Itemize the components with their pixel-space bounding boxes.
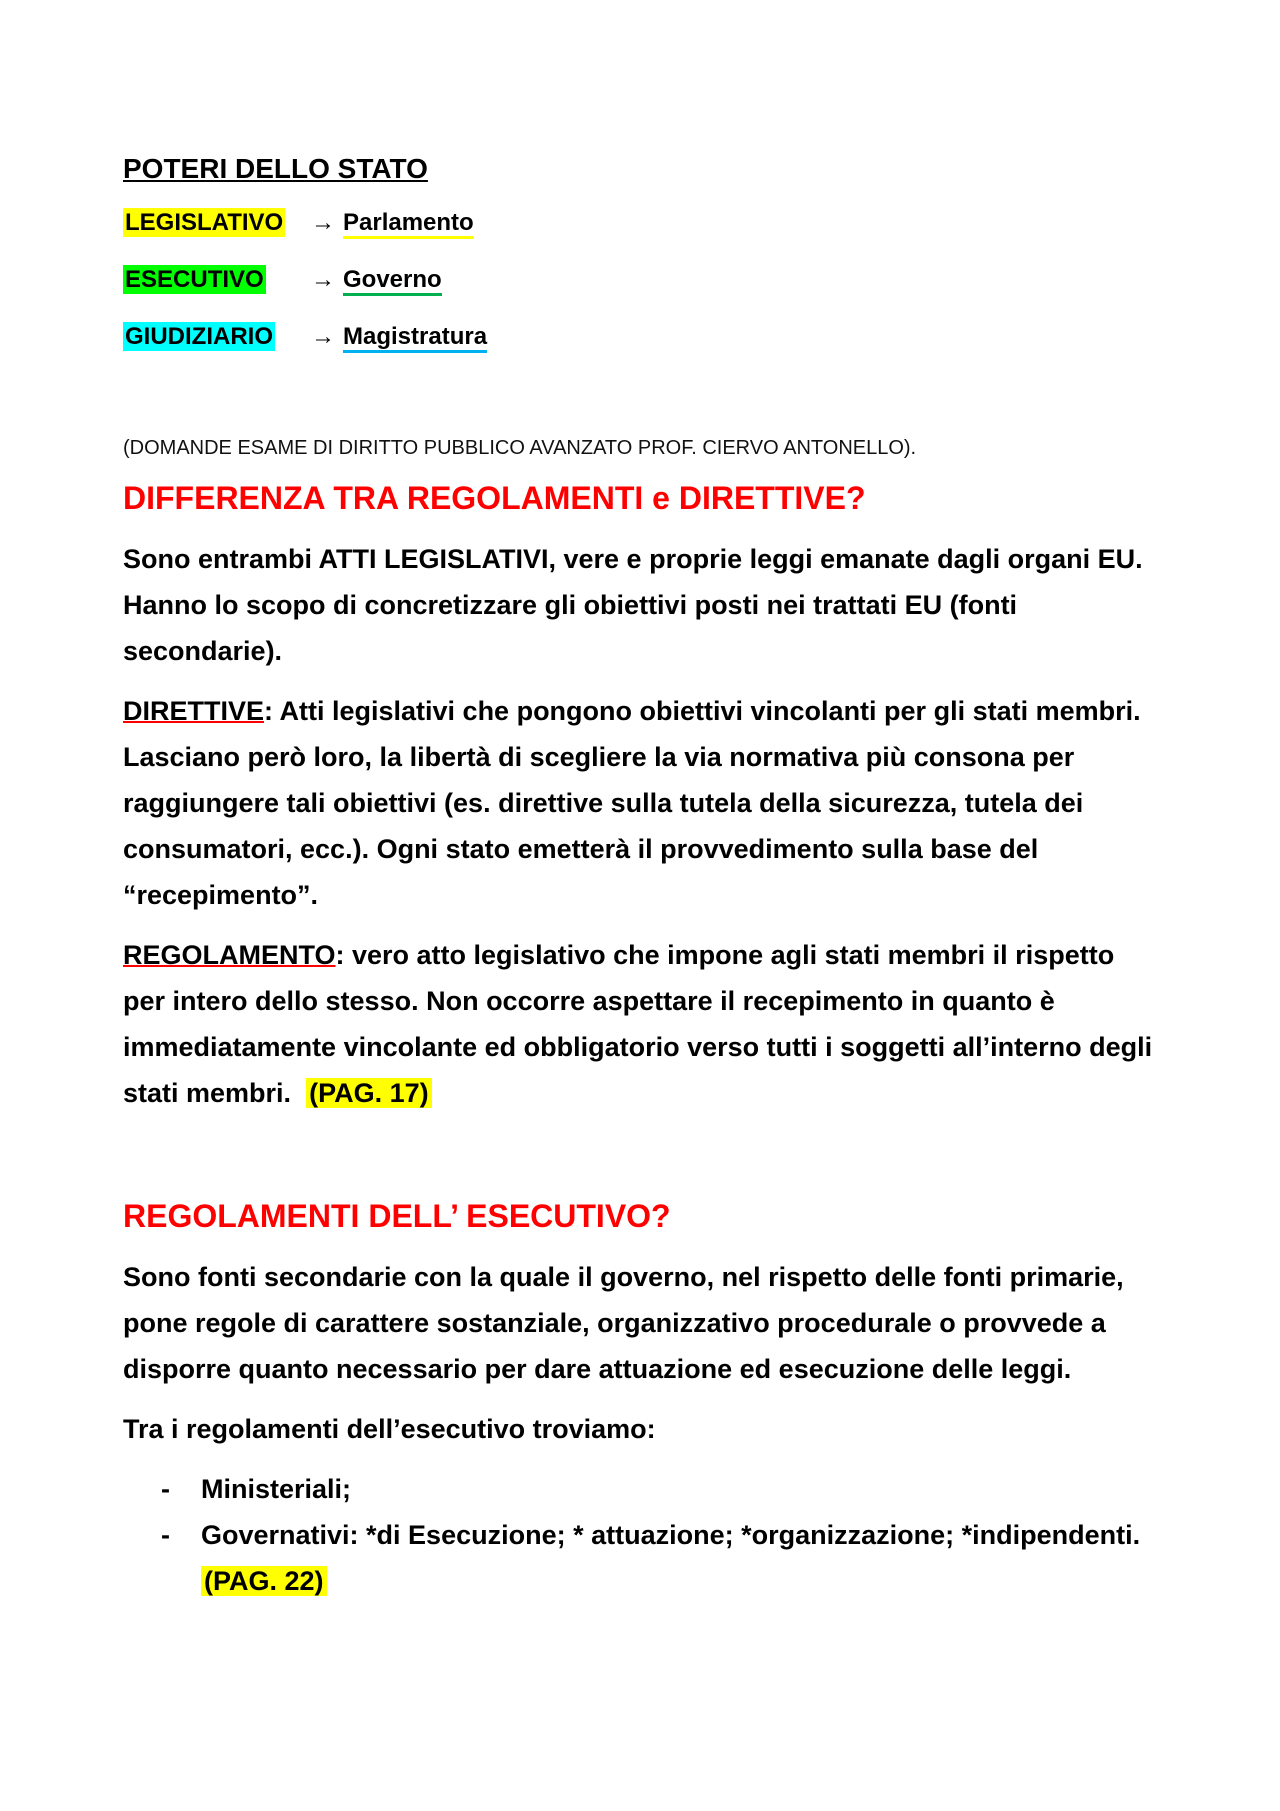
list-item: - Ministeriali; — [161, 1474, 352, 1504]
arrow-right-icon: → — [311, 209, 335, 236]
power-name: ESECUTIVO — [125, 266, 264, 293]
page-title: POTERI DELLO STATO — [123, 153, 428, 184]
power-organ: Governo — [343, 266, 442, 296]
page-reference: (PAG. 17) — [306, 1078, 432, 1108]
document-content — [123, 152, 1163, 1604]
power-name: LEGISLATIVO — [125, 209, 284, 236]
power-organ: Magistratura — [343, 323, 487, 353]
power-name: GIUDIZIARIO — [125, 323, 273, 350]
power-row-giudiziario — [123, 318, 1163, 356]
regolamento-term: REGOLAMENTO — [123, 940, 336, 970]
section1-intro: Sono entrambi ATTI LEGISLATIVI, vere e proprie leggi emanate dagli organi EU. Hanno lo scopo di concretizzare gli obiettivi posti nei trattati EU (fonti secondarie). — [123, 544, 1143, 666]
section2-intro: Sono fonti secondarie con la quale il governo, nel rispetto delle fonti primarie, pone regole di carattere sostanziale, organizzativo procedurale o provvede a disporre quanto necessario per dare attuazione ed esecuzione delle leggi. — [123, 1262, 1124, 1384]
list-item: - Governativi: *di Esecuzione; * attuazione; *organizzazione; *indipendenti. (PAG. 22) — [161, 1520, 1141, 1596]
page-reference: (PAG. 22) — [201, 1566, 327, 1596]
section-title-regolamenti-esecutivo: REGOLAMENTI DELL’ ESECUTIVO? — [123, 1198, 671, 1234]
list-intro: Tra i regolamenti dell’esecutivo troviamo: — [123, 1414, 656, 1444]
direttive-text: : Atti legislativi che pongono obiettivi vincolanti per gli stati membri. Lasciano però loro, la libertà di scegliere la via normativa più consona per raggiungere tali obiettivi (es. direttive sulla tutela della sicurezza, tutela dei consumatori, ecc.). Ogni stato emetterà il provvedimento sulla base del “recepimento”. — [123, 696, 1141, 910]
exam-note: (DOMANDE ESAME DI DIRITTO PUBBLICO AVANZATO PROF. CIERVO ANTONELLO). — [123, 437, 917, 459]
regolamenti-list — [123, 1466, 1163, 1604]
arrow-right-icon: → — [311, 266, 335, 293]
power-row-legislativo — [123, 204, 1163, 242]
section-title-differenza: DIFFERENZA TRA REGOLAMENTI e DIRETTIVE? — [123, 480, 866, 516]
direttive-term: DIRETTIVE — [123, 696, 265, 726]
power-organ: Parlamento — [343, 209, 474, 239]
regolamento-text: : vero atto legislativo che impone agli stati membri il rispetto per intero dello stesso. Non occorre aspettare il recepimento in quanto è immediatamente vincolante ed obbligatorio verso tutti i soggetti all’interno degli stati membri. — [123, 940, 1153, 1108]
direttive-paragraph — [123, 688, 1163, 918]
regolamento-paragraph — [123, 932, 1163, 1116]
arrow-right-icon: → — [311, 323, 335, 350]
power-row-esecutivo — [123, 261, 1163, 299]
